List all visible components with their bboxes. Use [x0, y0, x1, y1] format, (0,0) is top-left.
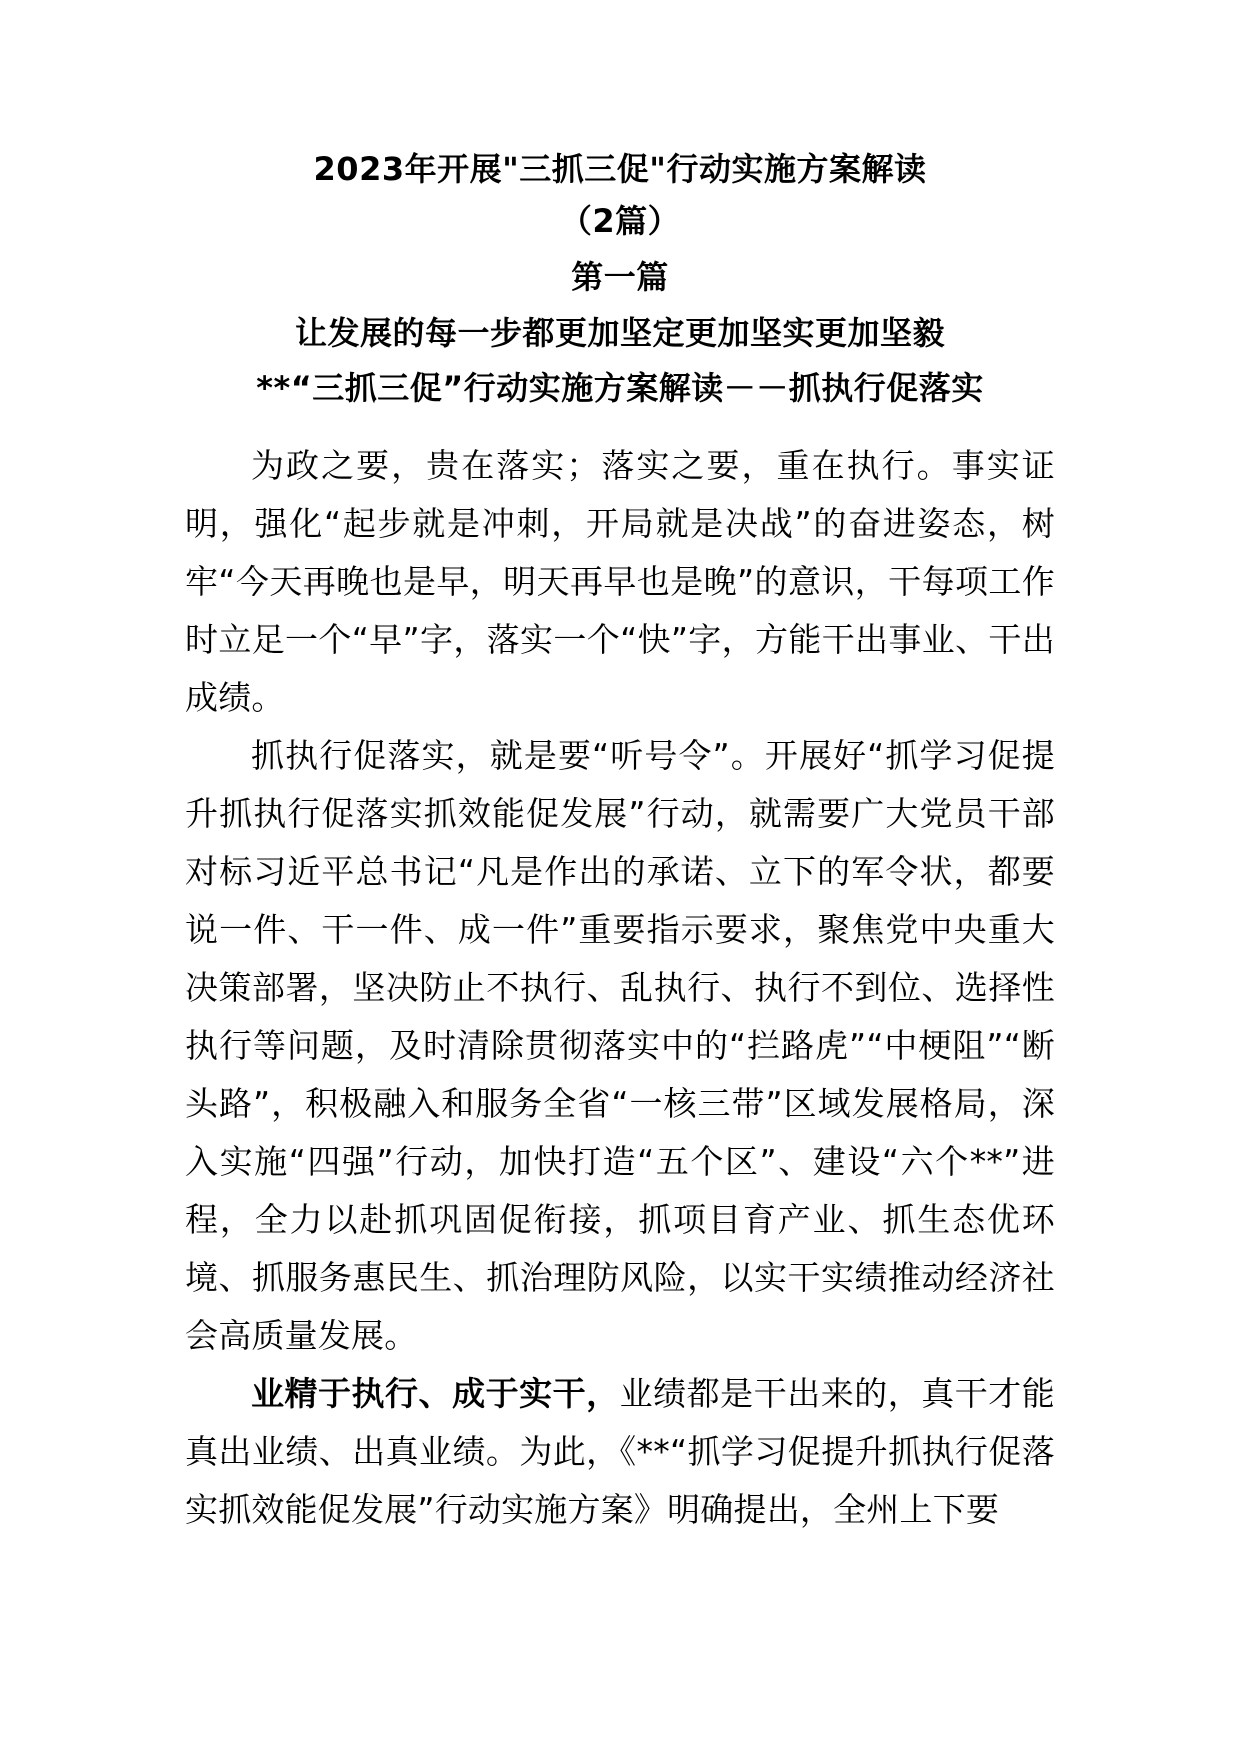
paragraph-text: 业绩都是干出来的，真干才能真出业绩、出真业绩。为此，《**“抓学习促提升抓执行促落实抓效能促发展”行动实施方案》明确提出，全州上下要 [185, 1374, 1055, 1529]
body-paragraph-1: 为政之要，贵在落实；落实之要，重在执行。事实证明，强化“起步就是冲刺，开局就是决战”的奋进姿态，树牢“今天再晚也是早，明天再早也是晚”的意识，干每项工作时立足一个“早”字，落实一个“快”字，方能干出事业、干出成绩。 [185, 446, 1055, 717]
body-paragraph-2: 抓执行促落实，就是要“听号令”。开展好“抓学习促提升抓执行促落实抓效能促发展”行动，就需要广大党员干部对标习近平总书记“凡是作出的承诺、立下的军令状，都要说一件、干一件、成一件”重要指示要求，聚焦党中央重大决策部署，坚决防止不执行、乱执行、执行不到位、选择性执行等问题，及时清除贯彻落实中的“拦路虎”“中梗阻”“断头路”，积极融入和服务全省“一核三带”区域发展格局，深入实施“四强”行动，加快打造“五个区”、建设“六个**”进程，全力以赴抓巩固促衔接，抓项目育产业、抓生态优环境、抓服务惠民生、抓治理防风险，以实干实绩推动经济社会高质量发展。 [185, 736, 1055, 1355]
section-heading: 第一篇 [571, 258, 669, 296]
document-body [185, 437, 1055, 1539]
document-title: 2023年开展"三抓三促"行动实施方案解读 [313, 150, 927, 188]
document-title-count: （2篇） [559, 202, 681, 240]
body-paragraph-3 [185, 1365, 1055, 1539]
document-title-block [0, 144, 1240, 414]
article-subtitle: **“三抓三促”行动实施方案解读－－抓执行促落实 [256, 369, 984, 407]
paragraph-lead-bold: 业精于执行、成于实干， [251, 1374, 620, 1413]
article-title: 让发展的每一步都更加坚定更加坚实更加坚毅 [294, 314, 945, 352]
